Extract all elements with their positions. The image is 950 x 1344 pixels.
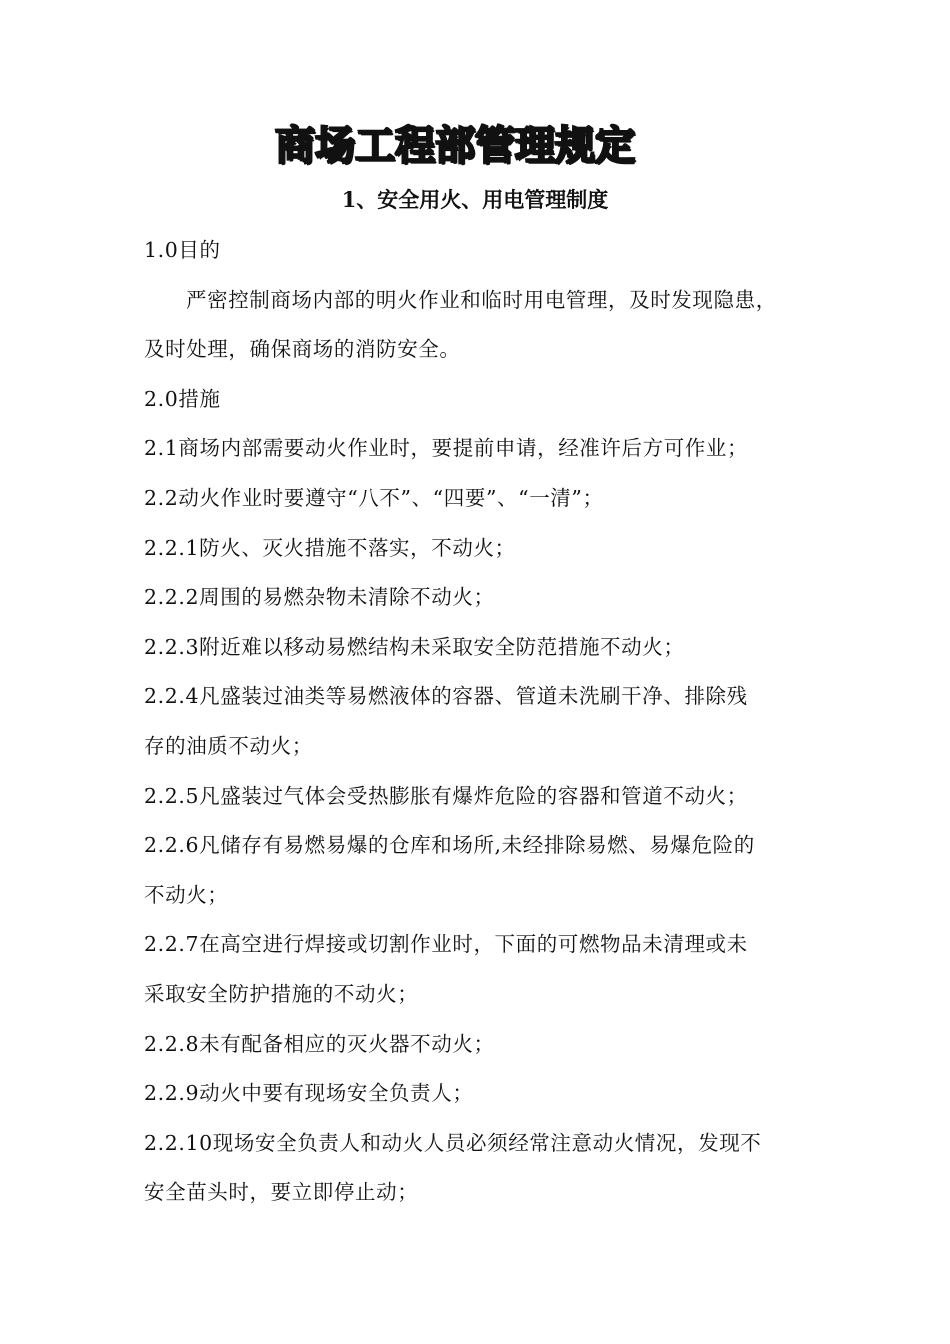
clause-2-2-10-cont: 安全苗头时，要立即停止动； [144,1180,419,1205]
heading-purpose: 1.0目的 [144,238,221,262]
clause-2-2-4-cont: 存的油质不动火； [144,733,313,758]
clause-2-2-6-cont: 不动火； [144,882,229,907]
clause-2-1: 2.1商场内部需要动火作业时，要提前申请，经准许后方可作业； [144,436,749,461]
clause-2-2-1: 2.2.1防火、灭火措施不落实，不动火； [144,535,516,560]
clause-2-2-7: 2.2.7在高空进行焊接或切割作业时，下面的可燃物品未清理或未 [144,932,748,957]
document-title: 商场工程部管理规定 [275,123,635,169]
paragraph-line: 严密控制商场内部的明火作业和临时用电管理，及时发现隐患， [186,287,777,312]
clause-2-2-4: 2.2.4凡盛装过油类等易燃液体的容器、管道未洗刷干净、排除残 [144,684,748,709]
heading-measures: 2.0措施 [144,386,221,411]
clause-2-2-10: 2.2.10现场安全负责人和动火人员必须经常注意动火情况，发现不 [144,1130,762,1155]
clause-2-2-8: 2.2.8未有配备相应的灭火器不动火； [144,1031,495,1056]
clause-2-2-5: 2.2.5凡盛装过气体会受热膨胀有爆炸危险的容器和管道不动火； [144,783,748,808]
clause-2-2: 2.2动火作业时要遵守“八不”、“四要”、“一清”； [144,485,604,510]
document-body [144,233,814,1225]
section-title: 1、安全用火、用电管理制度 [341,187,609,212]
clause-2-2-2: 2.2.2周围的易燃杂物未清除不动火； [144,585,495,610]
clause-2-2-9: 2.2.9动火中要有现场安全负责人； [144,1081,474,1106]
clause-2-2-7-cont: 采取安全防护措施的不动火； [144,981,419,1006]
clause-2-2-3: 2.2.3附近难以移动易燃结构未采取安全防范措施不动火； [144,634,685,659]
paragraph-line: 及时处理，确保商场的消防安全。 [144,337,461,362]
clause-2-2-6: 2.2.6凡储存有易燃易爆的仓库和场所,未经排除易燃、易爆危险的 [144,833,755,858]
